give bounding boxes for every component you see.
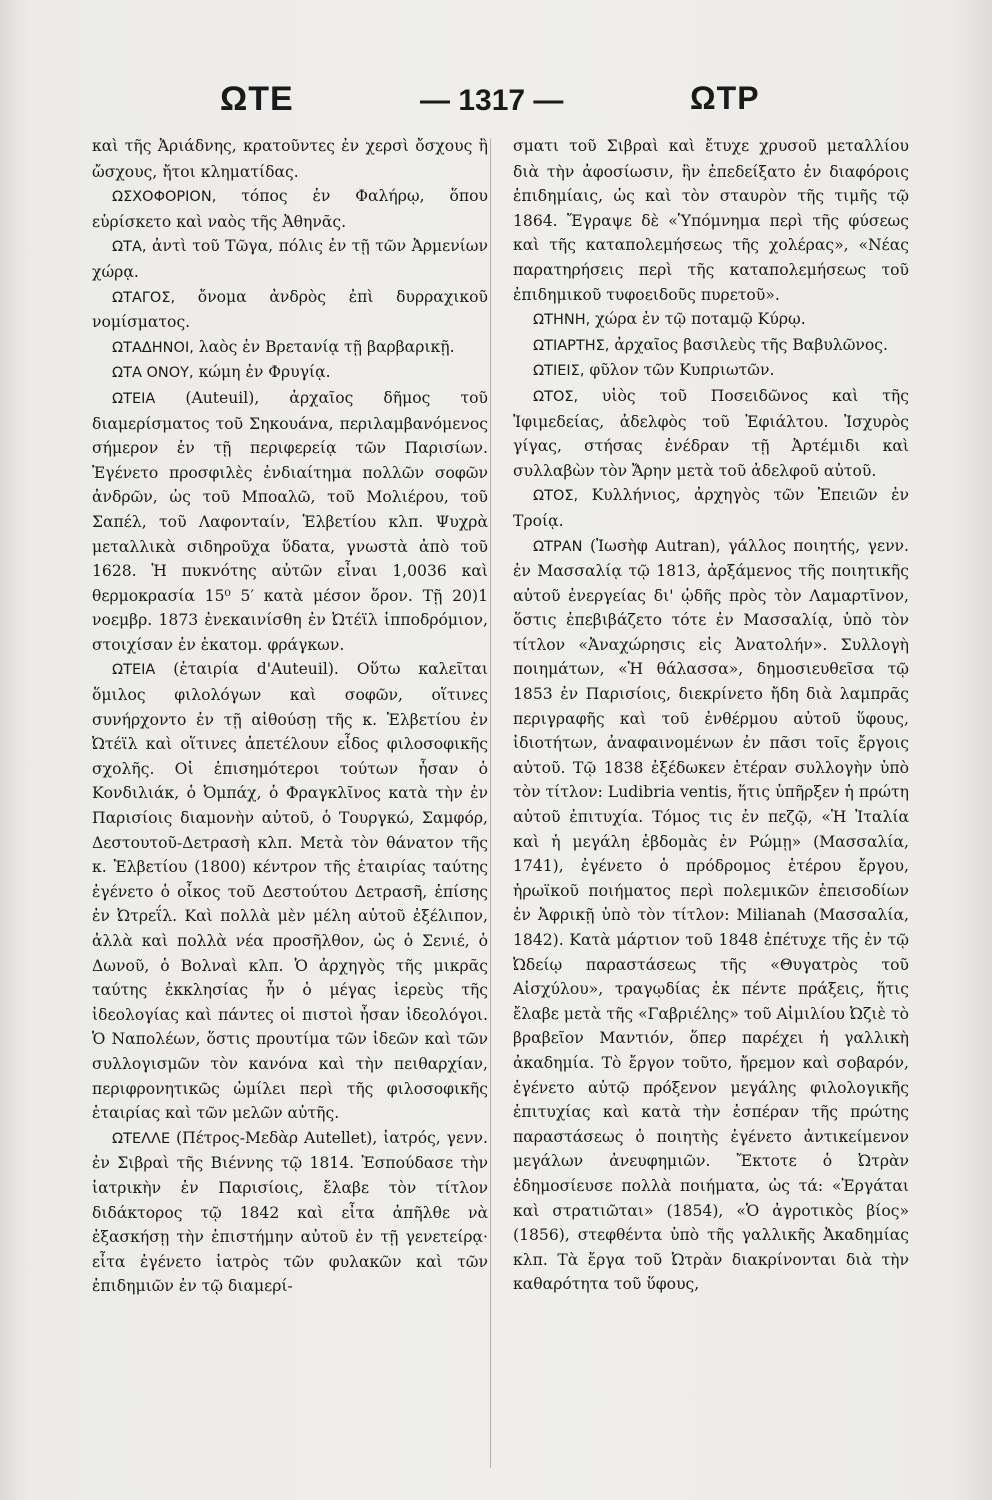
entry-headword: ΩΤΑ, xyxy=(112,239,147,256)
entry-text: σματι τοῦ Σιβραὶ καὶ ἔτυχε χρυσοῦ μεταλλίου διὰ τὴν ἀφοσίωσιν, ἣν ἐπεδείξατο ἐν διαφόροις ἐπιδημίαις, ὡς καὶ τὸν σταυρὸν τῆς τιμῆς τῷ 1864. Ἔγραψε δὲ «Ὑπόμνημα περὶ τῆς φύσεως καὶ τῆς καταπολεμήσεως τῆς χολέρας», «Νέας παρατηρήσεις περὶ τῆς καταπολεμήσεως τοῦ ἐπιδημικοῦ τυφοειδοῦς πυρετοῦ». xyxy=(513,137,909,304)
entry-paragraph xyxy=(92,134,488,184)
left-column xyxy=(92,134,488,1299)
column-divider xyxy=(490,138,491,1468)
entry-paragraph xyxy=(92,657,488,1125)
entry-paragraph xyxy=(92,285,488,335)
entry-text: ὄνομα ἀνδρὸς ἐπὶ δυρραχικοῦ νομίσματος. xyxy=(92,287,488,332)
page-number: — 1317 — xyxy=(420,84,564,117)
entry-headword: ΩΤΑΔΗΝΟΙ, xyxy=(112,339,194,356)
entry-text: (Ἰωσὴφ Autran), γάλλος ποιητής, γενν. ἐν Μασσαλίᾳ τῷ 1813, ἀρξάμενος τῆς ποιητικῆς αὐτοῦ ἐνεργείας δι' ᾠδῆς πρὸς τὸν Λαμαρτῖνον, ὅστις ἐπεβιβάζετο τότε ἐν Μασσαλίᾳ, ὑπὸ τὸν τίτλον «Ἀναχώρησις εἰς Ἀνατολήν». Συλλογὴ ποιημάτων, «Ἡ θάλασσα», δημοσιευθεῖσα τῷ 1853 ἐν Παρισίοις, διεκρίνετο ἤδη διὰ λαμπρᾶς περιγραφῆς καὶ τοῦ ἐνθέρμου αὐτοῦ ὕφους, ἰδιοτήτων, ἀναφαινομένων ἐν πᾶσι τοῖς ἔργοις αὐτοῦ. Τῷ 1838 ἐξέδωκεν ἑτέραν συλλογὴν ὑπὸ τὸν τίτλον: Ludibria ventis, ἥτις ὑπῆρξεν ἡ πρώτη αὐτοῦ ἐπιτυχία. Τόμος τις ἐν πεζῷ, «Ἡ Ἰταλία καὶ ἡ μεγάλη ἑβδομὰς ἐν Ρώμῃ» (Μασσαλία, 1741), ἐγένετο ὁ πρόδρομος ἑτέρου ἔργου, ἡρωϊκοῦ ποιήματος περὶ πολεμικῶν ἐπεισοδίων ἐν Ἀφρικῇ ὑπὸ τὸν τίτλον: Milianah (Μασσαλία, 1842). Κατὰ μάρτιον τοῦ 1848 ἐπέτυχε τῆς ἐν τῷ Ὠδείῳ παραστάσεως τῆς «Θυγατρὸς τοῦ Αἰσχύλου», τραγῳδίας ἐκ πέντε πράξεις, ἥτις ἔλαβε μετὰ τῆς «Γαβριέλης» τοῦ Αἰμιλίου Ὠζιὲ τὸ βραβεῖον Μαντιόν, ὅπερ παρέχει ἡ γαλλικὴ ἀκαδημία. Τὸ ἔργον τοῦτο, ἤρεμον καὶ σοβαρόν, ἐγένετο αὐτῷ πρόξενον μεγάλης φιλολογικῆς ἐπιτυχίας καὶ κατὰ τὴν ἑσπέραν τῆς πρώτης παραστάσεως ὁ ποιητὴς ἐγένετο ἀντικείμενον μεγάλων ἀνευφημιῶν. Ἔκτοτε ὁ Ὠτρὰν ἐδημοσίευσε πολλὰ ποιήματα, ὡς τά: «Ἐργάται καὶ στρατιῶται» (1854), «Ὁ ἀγροτικὸς βίος» (1856), στεφθέντα ὑπὸ τῆς γαλλικῆς Ἀκαδημίας κλπ. Τὰ ἔργα τοῦ Ὠτρὰν διακρίνονται διὰ τὴν καθαρότητα τοῦ ὕφους, xyxy=(513,536,909,1294)
running-header xyxy=(60,80,920,130)
entry-text: Κυλλήνιος, ἀρχηγὸς τῶν Ἐπειῶν ἐν Τροίᾳ. xyxy=(513,486,909,530)
entry-paragraph xyxy=(513,333,909,359)
entry-headword: ΩΤΑΓΟΣ, xyxy=(112,289,176,306)
entry-text: φῦλον τῶν Κυπριωτῶν. xyxy=(584,361,775,380)
entry-text: ἀρχαῖος βασιλεὺς τῆς Βαβυλῶνος. xyxy=(609,335,888,354)
entry-paragraph xyxy=(92,335,488,361)
entry-paragraph xyxy=(513,483,909,533)
entry-paragraph xyxy=(92,360,488,386)
entry-text: (Auteuil), ἀρχαῖος δῆμος τοῦ διαμερίσματος τοῦ Σηκουάνα, περιλαμβανόμενος σήμερον ἐν τῇ περιφερείᾳ τῶν Παρισίων. Ἐγένετο προσφιλὲς ἐνδιαίτημα πολλῶν σοφῶν ἀνδρῶν, ὡς τοῦ Μποαλῶ, τοῦ Μολιέρου, τοῦ Σαπέλ, τοῦ Λαφονταίν, Ἑλβετίου κλπ. Ψυχρὰ μεταλλικὰ σιδηροῦχα ὕδατα, γνωστὰ ἀπὸ τοῦ 1628. Ἡ πυκνότης αὐτῶν εἶναι 1,0036 καὶ θερμοκρασία 15⁰ 5′ κατὰ μέσον ὅρον. Τῇ 20)1 νοεμβρ. 1873 ἐνεκαινίσθη ἐν Ὠτέϊλ ἱπποδρόμιον, στοιχίσαν ἐν ἑκατομ. φράγκων. xyxy=(92,388,488,654)
entry-text: χώρα ἐν τῷ ποταμῷ Κύρῳ. xyxy=(590,310,806,329)
entry-headword: ΩΤΗΝΗ, xyxy=(533,312,591,329)
entry-headword: ΩΤΟΣ, xyxy=(533,488,579,505)
entry-headword: ΩΤΙΕΙΣ, xyxy=(533,363,585,380)
entry-text: τόπος ἐν Φαλήρῳ, ὅπου εὑρίσκετο καὶ ναὸς τῆς Ἀθηνᾶς. xyxy=(92,187,488,231)
entry-paragraph xyxy=(513,534,909,1297)
entry-paragraph xyxy=(92,234,488,284)
entry-paragraph xyxy=(513,358,909,384)
entry-text: (Πέτρος-Μεδὰρ Autellet), ἰατρός, γενν. ἐν Σιβραὶ τῆς Βιέννης τῷ 1814. Ἐσπούδασε τὴν ἰατρικὴν ἐν Παρισίοις, ἔλαβε τὸν τίτλον διδάκτορος τῷ 1842 καὶ εἶτα ἀπῆλθε νὰ ἐξασκήσῃ τὴν ἐπιστήμην αὐτοῦ ἐν τῇ γενετείρᾳ· εἶτα ἐγένετο ἰατρὸς τῶν φυλακῶν καὶ τῶν ἐπιδημιῶν ἐν τῷ διαμερί- xyxy=(92,1128,488,1296)
entry-text: ἀντὶ τοῦ Τῶγα, πόλις ἐν τῇ τῶν Ἀρμενίων χώρᾳ. xyxy=(92,237,488,281)
entry-headword: ΩΣΧΟΦΟΡΙΟΝ, xyxy=(112,189,217,206)
entry-headword: ΩΤΟΣ, xyxy=(533,388,579,405)
entry-text: κώμη ἐν Φρυγίᾳ. xyxy=(193,363,331,382)
entry-headword: ΩΤΙΑΡΤΗΣ, xyxy=(533,337,610,354)
entry-headword: ΩΤΡΑΝ xyxy=(533,538,583,555)
entry-headword: ΩΤΕΛΛΕ xyxy=(112,1130,171,1147)
entry-paragraph xyxy=(513,307,909,333)
entry-paragraph xyxy=(92,184,488,234)
entry-text: καὶ τῆς Ἀριάδνης, κρατοῦντες ἐν χερσὶ ὄσχους ἢ ὤσχους, ἤτοι κληματίδας. xyxy=(92,137,488,181)
entry-paragraph xyxy=(513,384,909,483)
header-right-guideword: ΩΤΡ xyxy=(690,80,760,116)
right-column xyxy=(513,134,909,1297)
entry-paragraph xyxy=(513,134,909,307)
entry-headword: ΩΤΕΙΑ xyxy=(112,662,156,679)
header-left-guideword: ΩΤΕ xyxy=(220,80,294,118)
entry-text: (ἑταιρία d'Auteuil). Οὕτω καλεῖται ὅμιλος φιλολόγων καὶ σοφῶν, οἵτινες συνήρχοντο ἐν τῇ αἰθούσῃ τῆς κ. Ἑλβετίου ἐν Ὠτέϊλ καὶ οἵτινες ἀπετέλουν εἶδος φιλοσοφικῆς σχολῆς. Οἱ ἐπισημότεροι τούτων ἦσαν ὁ Κονδιλιάκ, ὁ Ὀμπάχ, ὁ Φραγκλῖνος κατὰ τὴν ἐν Παρισίοις διαμονὴν αὐτοῦ, ὁ Τουργκώ, Σαμφόρ, Δεστουτοῦ-Δετρασὴ κλπ. Μετὰ τὸν θάνατον τῆς κ. Ἑλβετίου (1800) κέντρον τῆς ἑταιρίας ταύτης ἐγένετο ὁ οἶκος τοῦ Δεστούτου Δετρασῆ, ἐπίσης ἐν Ὠτρεΐλ. Καὶ πολλὰ μὲν μέλη αὐτοῦ ἐξέλιπον, ἀλλὰ καὶ πολλὰ νέα προσῆλθον, ὡς ὁ Σενιέ, ὁ Δωνοῦ, ὁ Βολναὶ κλπ. Ὁ ἀρχηγὸς τῆς μικρᾶς ταύτης ἐκκλησίας ἦν ὁ μέγας ἱερεὺς τῆς ἰδεολογίας καὶ πάντες οἱ πιστοὶ ἦσαν ἰδεολόγοι. Ὁ Ναπολέων, ὅστις προυτίμα τῶν ἰδεῶν καὶ τῶν συλλογισμῶν τὸν κανόνα καὶ τὴν πειθαρχίαν, περιφρονητικῶς ὡμίλει περὶ τῆς φιλοσοφικῆς ἑταιρίας καὶ τῶν μελῶν αὐτῆς. xyxy=(92,660,488,1123)
entry-paragraph xyxy=(92,1126,488,1299)
entry-text: υἱὸς τοῦ Ποσειδῶνος καὶ τῆς Ἰφιμεδείας, ἀδελφὸς τοῦ Ἐφιάλτου. Ἰσχυρὸς γίγας, στήσας ἐνέδραν τῇ Ἀρτέμιδι καὶ συλλαβὼν τὸν Ἄρην μετὰ τοῦ ἀδελφοῦ αὐτοῦ. xyxy=(513,386,909,480)
entry-text: λαὸς ἐν Βρετανίᾳ τῇ βαρβαρικῇ. xyxy=(193,337,455,356)
entry-headword: ΩΤΑ ΟΝΟΥ, xyxy=(112,365,194,382)
entry-paragraph xyxy=(92,386,488,658)
entry-headword: ΩΤΕΙΑ xyxy=(112,390,156,407)
